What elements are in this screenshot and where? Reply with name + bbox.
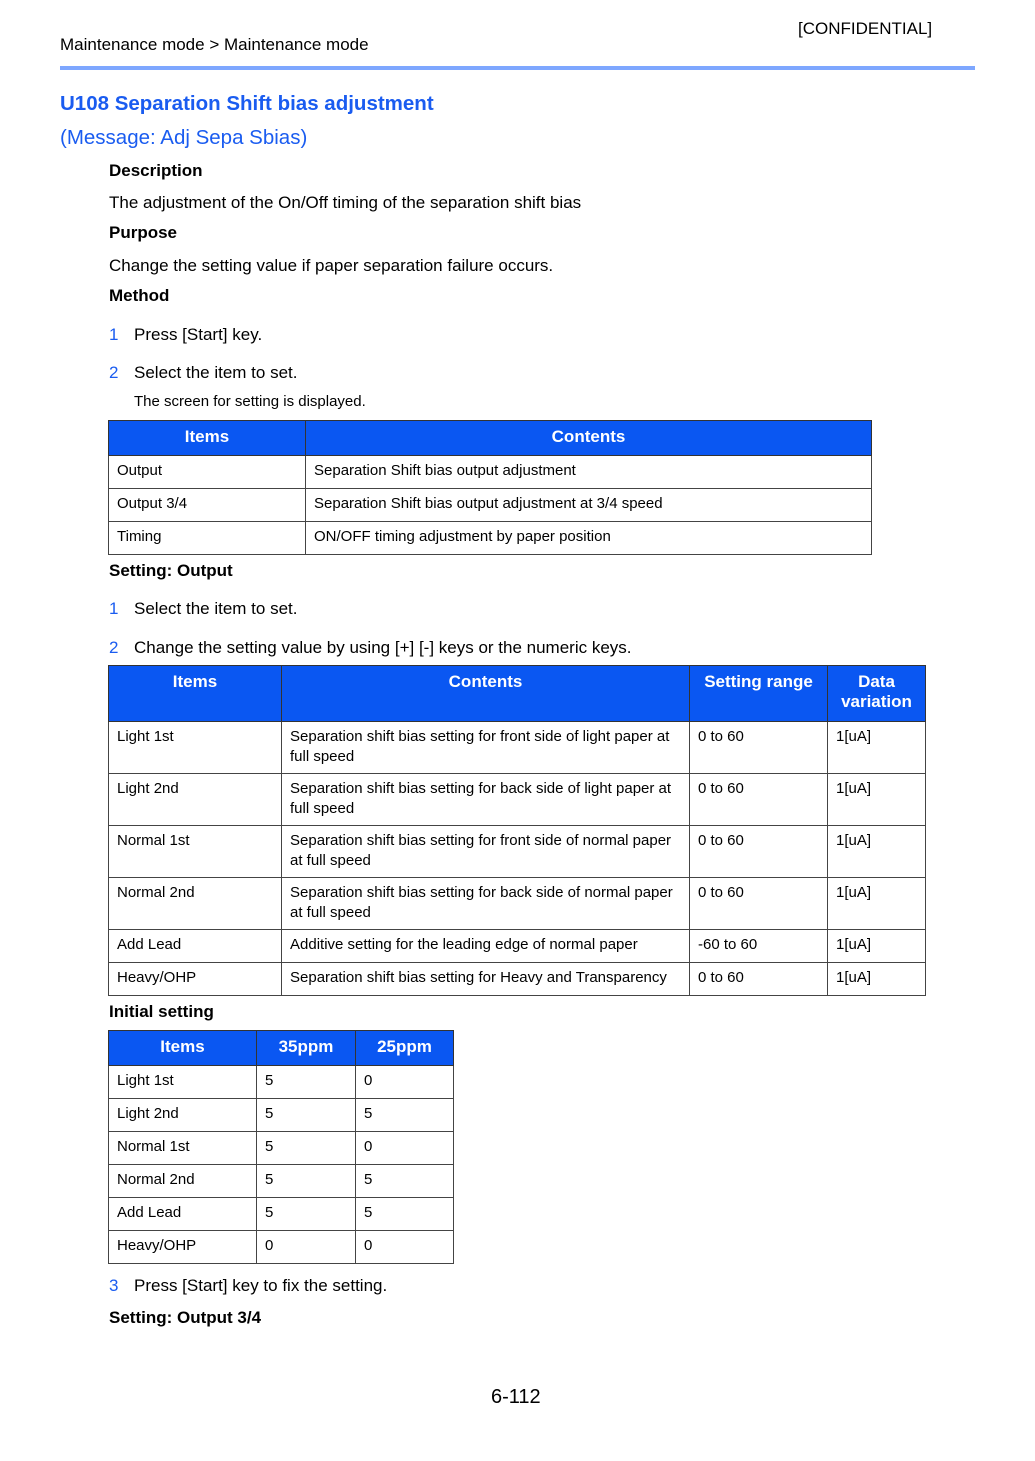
output-setting-table xyxy=(108,665,926,996)
table-row xyxy=(109,522,872,555)
table-cell: 5 xyxy=(356,1165,454,1198)
table-cell: Light 2nd xyxy=(109,774,282,826)
table-cell: 5 xyxy=(257,1132,356,1165)
table-cell: Separation shift bias setting for front side of light paper at full speed xyxy=(282,722,690,774)
column-header: 25ppm xyxy=(356,1031,454,1066)
table-cell: 0 xyxy=(356,1231,454,1264)
column-header: Items xyxy=(109,1031,257,1066)
column-header: Contents xyxy=(306,421,872,456)
table-cell: Light 2nd xyxy=(109,1099,257,1132)
table-row xyxy=(109,774,926,826)
description-text: The adjustment of the On/Off timing of the separation shift bias xyxy=(109,193,582,212)
table-row xyxy=(109,826,926,878)
table-cell: 1[uA] xyxy=(828,826,926,878)
table-cell: Additive setting for the leading edge of normal paper xyxy=(282,930,690,963)
table-cell: 0 xyxy=(356,1132,454,1165)
table-cell: -60 to 60 xyxy=(690,930,828,963)
table-cell: 1[uA] xyxy=(828,963,926,996)
step-number: 2 xyxy=(109,638,119,657)
table-cell: 0 xyxy=(257,1231,356,1264)
purpose-heading: Purpose xyxy=(109,223,178,242)
column-header: Setting range xyxy=(690,666,828,722)
step-text: Press [Start] key to fix the setting. xyxy=(134,1276,388,1295)
table-cell: 5 xyxy=(257,1066,356,1099)
table-cell: ON/OFF timing adjustment by paper position xyxy=(306,522,872,555)
step-number: 2 xyxy=(109,363,119,382)
section-title: U108 Separation Shift bias adjustment xyxy=(60,92,434,115)
table-cell: 5 xyxy=(356,1198,454,1231)
final-step xyxy=(109,1276,387,1296)
column-header: Items xyxy=(109,666,282,722)
table-row xyxy=(109,1231,454,1264)
table-cell: Light 1st xyxy=(109,722,282,774)
table-cell: 0 xyxy=(356,1066,454,1099)
initial-setting-heading: Initial setting xyxy=(109,1002,214,1021)
table-row xyxy=(109,963,926,996)
table-cell: Add Lead xyxy=(109,930,282,963)
table-row xyxy=(109,930,926,963)
table-cell: 0 to 60 xyxy=(690,722,828,774)
table-cell: 1[uA] xyxy=(828,930,926,963)
table-cell: Separation shift bias setting for Heavy and Transparency xyxy=(282,963,690,996)
table-cell: 0 to 60 xyxy=(690,774,828,826)
step-number: 1 xyxy=(109,325,119,344)
table-cell: Normal 2nd xyxy=(109,878,282,930)
table-row xyxy=(109,1066,454,1099)
table-cell: Separation shift bias setting for back side of normal paper at full speed xyxy=(282,878,690,930)
method-note: The screen for setting is displayed. xyxy=(134,393,366,410)
column-header: Contents xyxy=(282,666,690,722)
step-number: 3 xyxy=(109,1276,119,1295)
table-cell: Output 3/4 xyxy=(109,489,306,522)
header-divider xyxy=(60,66,975,70)
table-cell: 5 xyxy=(257,1165,356,1198)
table-cell: 5 xyxy=(356,1099,454,1132)
table-cell: Add Lead xyxy=(109,1198,257,1231)
table-cell: 1[uA] xyxy=(828,774,926,826)
table-cell: Heavy/OHP xyxy=(109,963,282,996)
table-cell: Light 1st xyxy=(109,1066,257,1099)
table-cell: 0 to 60 xyxy=(690,878,828,930)
step-text: Press [Start] key. xyxy=(134,325,263,344)
table-row xyxy=(109,722,926,774)
table-row xyxy=(109,1165,454,1198)
setting-output-3-4-heading: Setting: Output 3/4 xyxy=(109,1308,262,1327)
table-cell: Output xyxy=(109,456,306,489)
step-text: Select the item to set. xyxy=(134,363,298,382)
breadcrumb: Maintenance mode > Maintenance mode xyxy=(60,35,369,54)
table-row xyxy=(109,1132,454,1165)
table-cell: Separation Shift bias output adjustment xyxy=(306,456,872,489)
table-cell: 5 xyxy=(257,1198,356,1231)
table-cell: Heavy/OHP xyxy=(109,1231,257,1264)
method-step-2 xyxy=(109,363,297,383)
section-subtitle: (Message: Adj Sepa Sbias) xyxy=(60,126,308,149)
initial-setting-table xyxy=(108,1030,454,1264)
table-cell: 5 xyxy=(257,1099,356,1132)
page-number: 6-112 xyxy=(491,1386,541,1408)
table-cell: Normal 1st xyxy=(109,1132,257,1165)
setting-step-1 xyxy=(109,599,297,619)
table-cell: 0 to 60 xyxy=(690,963,828,996)
table-cell: 0 to 60 xyxy=(690,826,828,878)
table-cell: 1[uA] xyxy=(828,878,926,930)
table-row xyxy=(109,456,872,489)
column-header: Data variation xyxy=(828,666,926,722)
confidential-label: [CONFIDENTIAL] xyxy=(798,19,933,38)
step-number: 1 xyxy=(109,599,119,618)
setting-step-2 xyxy=(109,638,632,658)
table-cell: Normal 2nd xyxy=(109,1165,257,1198)
step-text: Select the item to set. xyxy=(134,599,298,618)
purpose-text: Change the setting value if paper separation failure occurs. xyxy=(109,256,554,275)
table-cell: Separation Shift bias output adjustment at 3/4 speed xyxy=(306,489,872,522)
table-cell: Timing xyxy=(109,522,306,555)
table-cell: Normal 1st xyxy=(109,826,282,878)
table-cell: Separation shift bias setting for front side of normal paper at full speed xyxy=(282,826,690,878)
step-text: Change the setting value by using [+] [-] keys or the numeric keys. xyxy=(134,638,632,657)
column-header: Items xyxy=(109,421,306,456)
method-step-1 xyxy=(109,325,262,345)
table-cell: Separation shift bias setting for back side of light paper at full speed xyxy=(282,774,690,826)
table-row xyxy=(109,489,872,522)
column-header: 35ppm xyxy=(257,1031,356,1066)
table-row xyxy=(109,1099,454,1132)
items-table xyxy=(108,420,872,555)
method-heading: Method xyxy=(109,286,170,305)
description-heading: Description xyxy=(109,161,203,180)
table-row xyxy=(109,1198,454,1231)
table-row xyxy=(109,878,926,930)
table-cell: 1[uA] xyxy=(828,722,926,774)
setting-output-heading: Setting: Output xyxy=(109,561,233,580)
